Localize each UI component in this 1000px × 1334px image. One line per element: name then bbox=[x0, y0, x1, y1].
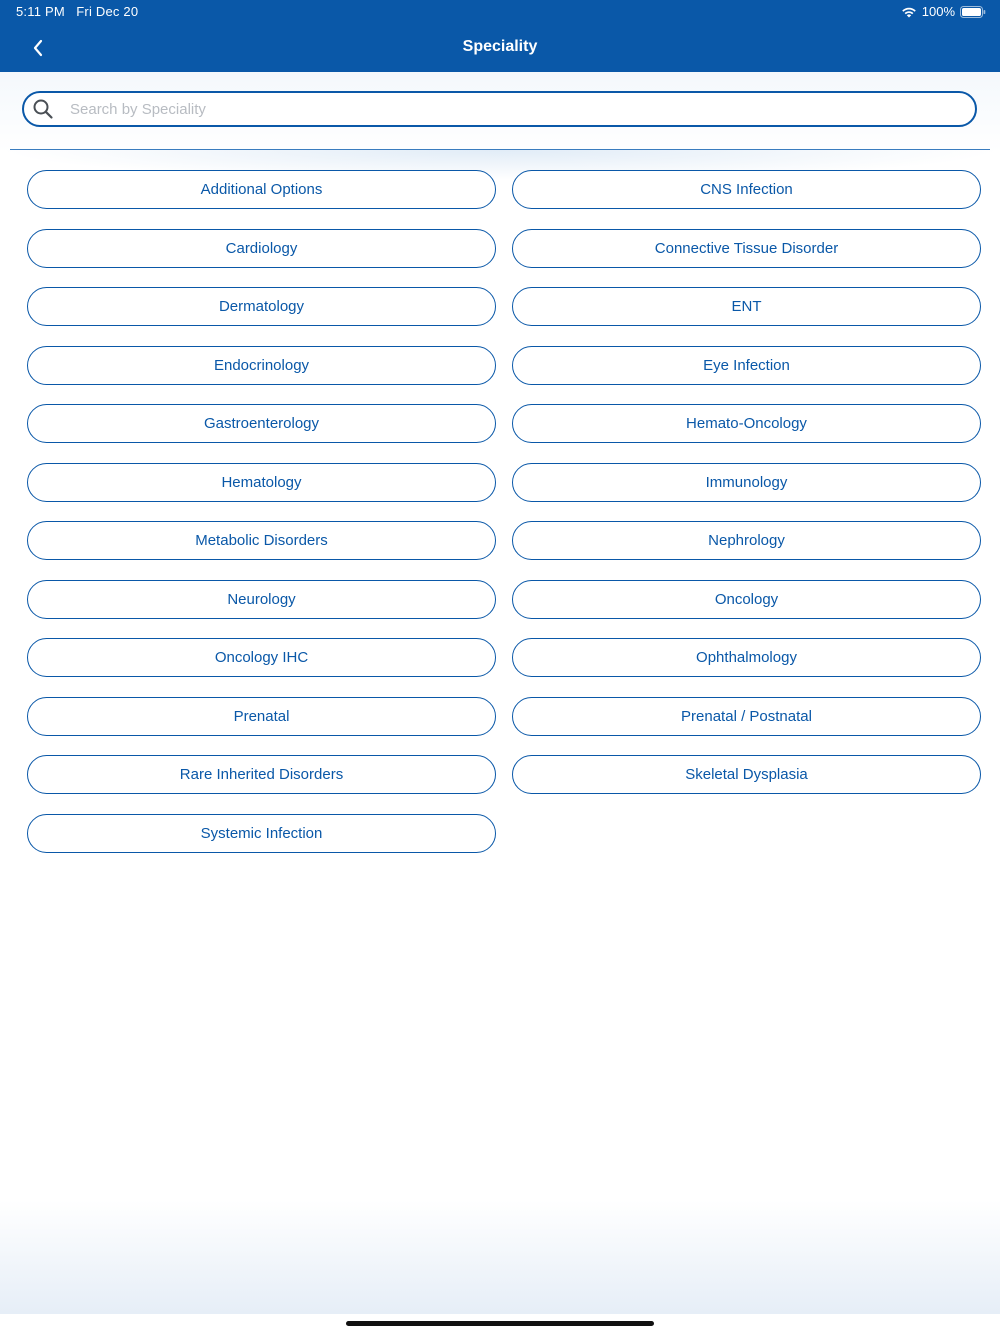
speciality-button-gastroenterology[interactable]: Gastroenterology bbox=[27, 404, 496, 443]
speciality-button-ophthalmology[interactable]: Ophthalmology bbox=[512, 638, 981, 677]
speciality-button-metabolic-disorders[interactable]: Metabolic Disorders bbox=[27, 521, 496, 560]
speciality-button-skeletal-dysplasia[interactable]: Skeletal Dysplasia bbox=[512, 755, 981, 794]
speciality-button-rare-inherited-disorders[interactable]: Rare Inherited Disorders bbox=[27, 755, 496, 794]
speciality-button-oncology-ihc[interactable]: Oncology IHC bbox=[27, 638, 496, 677]
speciality-button-neurology[interactable]: Neurology bbox=[27, 580, 496, 619]
speciality-button-prenatal[interactable]: Prenatal bbox=[27, 697, 496, 736]
status-indicators bbox=[901, 4, 986, 19]
speciality-button-oncology[interactable]: Oncology bbox=[512, 580, 981, 619]
speciality-button-endocrinology[interactable]: Endocrinology bbox=[27, 346, 496, 385]
speciality-button-dermatology[interactable]: Dermatology bbox=[27, 287, 496, 326]
speciality-button-ent[interactable]: ENT bbox=[512, 287, 981, 326]
battery-icon bbox=[960, 6, 986, 18]
speciality-button-prenatal-postnatal[interactable]: Prenatal / Postnatal bbox=[512, 697, 981, 736]
bottom-gradient bbox=[0, 1200, 1000, 1314]
speciality-button-cardiology[interactable]: Cardiology bbox=[27, 229, 496, 268]
speciality-button-hematology[interactable]: Hematology bbox=[27, 463, 496, 502]
home-indicator[interactable] bbox=[346, 1321, 654, 1326]
search-area bbox=[0, 72, 1000, 152]
speciality-button-eye-infection[interactable]: Eye Infection bbox=[512, 346, 981, 385]
battery-percentage: 100% bbox=[921, 4, 955, 19]
page-title: Speciality bbox=[462, 38, 538, 55]
status-time: 5:11 PM Fri Dec 20 bbox=[16, 4, 139, 19]
search-box[interactable] bbox=[22, 91, 977, 127]
speciality-button-hemato-oncology[interactable]: Hemato-Oncology bbox=[512, 404, 981, 443]
speciality-button-immunology[interactable]: Immunology bbox=[512, 463, 981, 502]
speciality-button-connective-tissue-disorder[interactable]: Connective Tissue Disorder bbox=[512, 229, 981, 268]
wifi-icon bbox=[901, 6, 917, 18]
speciality-button-systemic-infection[interactable]: Systemic Infection bbox=[27, 814, 496, 853]
speciality-grid bbox=[27, 170, 982, 853]
speciality-button-nephrology[interactable]: Nephrology bbox=[512, 521, 981, 560]
search-icon bbox=[32, 98, 54, 120]
speciality-button-cns-infection[interactable]: CNS Infection bbox=[512, 170, 981, 209]
search-input[interactable] bbox=[68, 93, 975, 125]
speciality-button-additional-options[interactable]: Additional Options bbox=[27, 170, 496, 209]
navigation-header bbox=[0, 0, 1000, 72]
